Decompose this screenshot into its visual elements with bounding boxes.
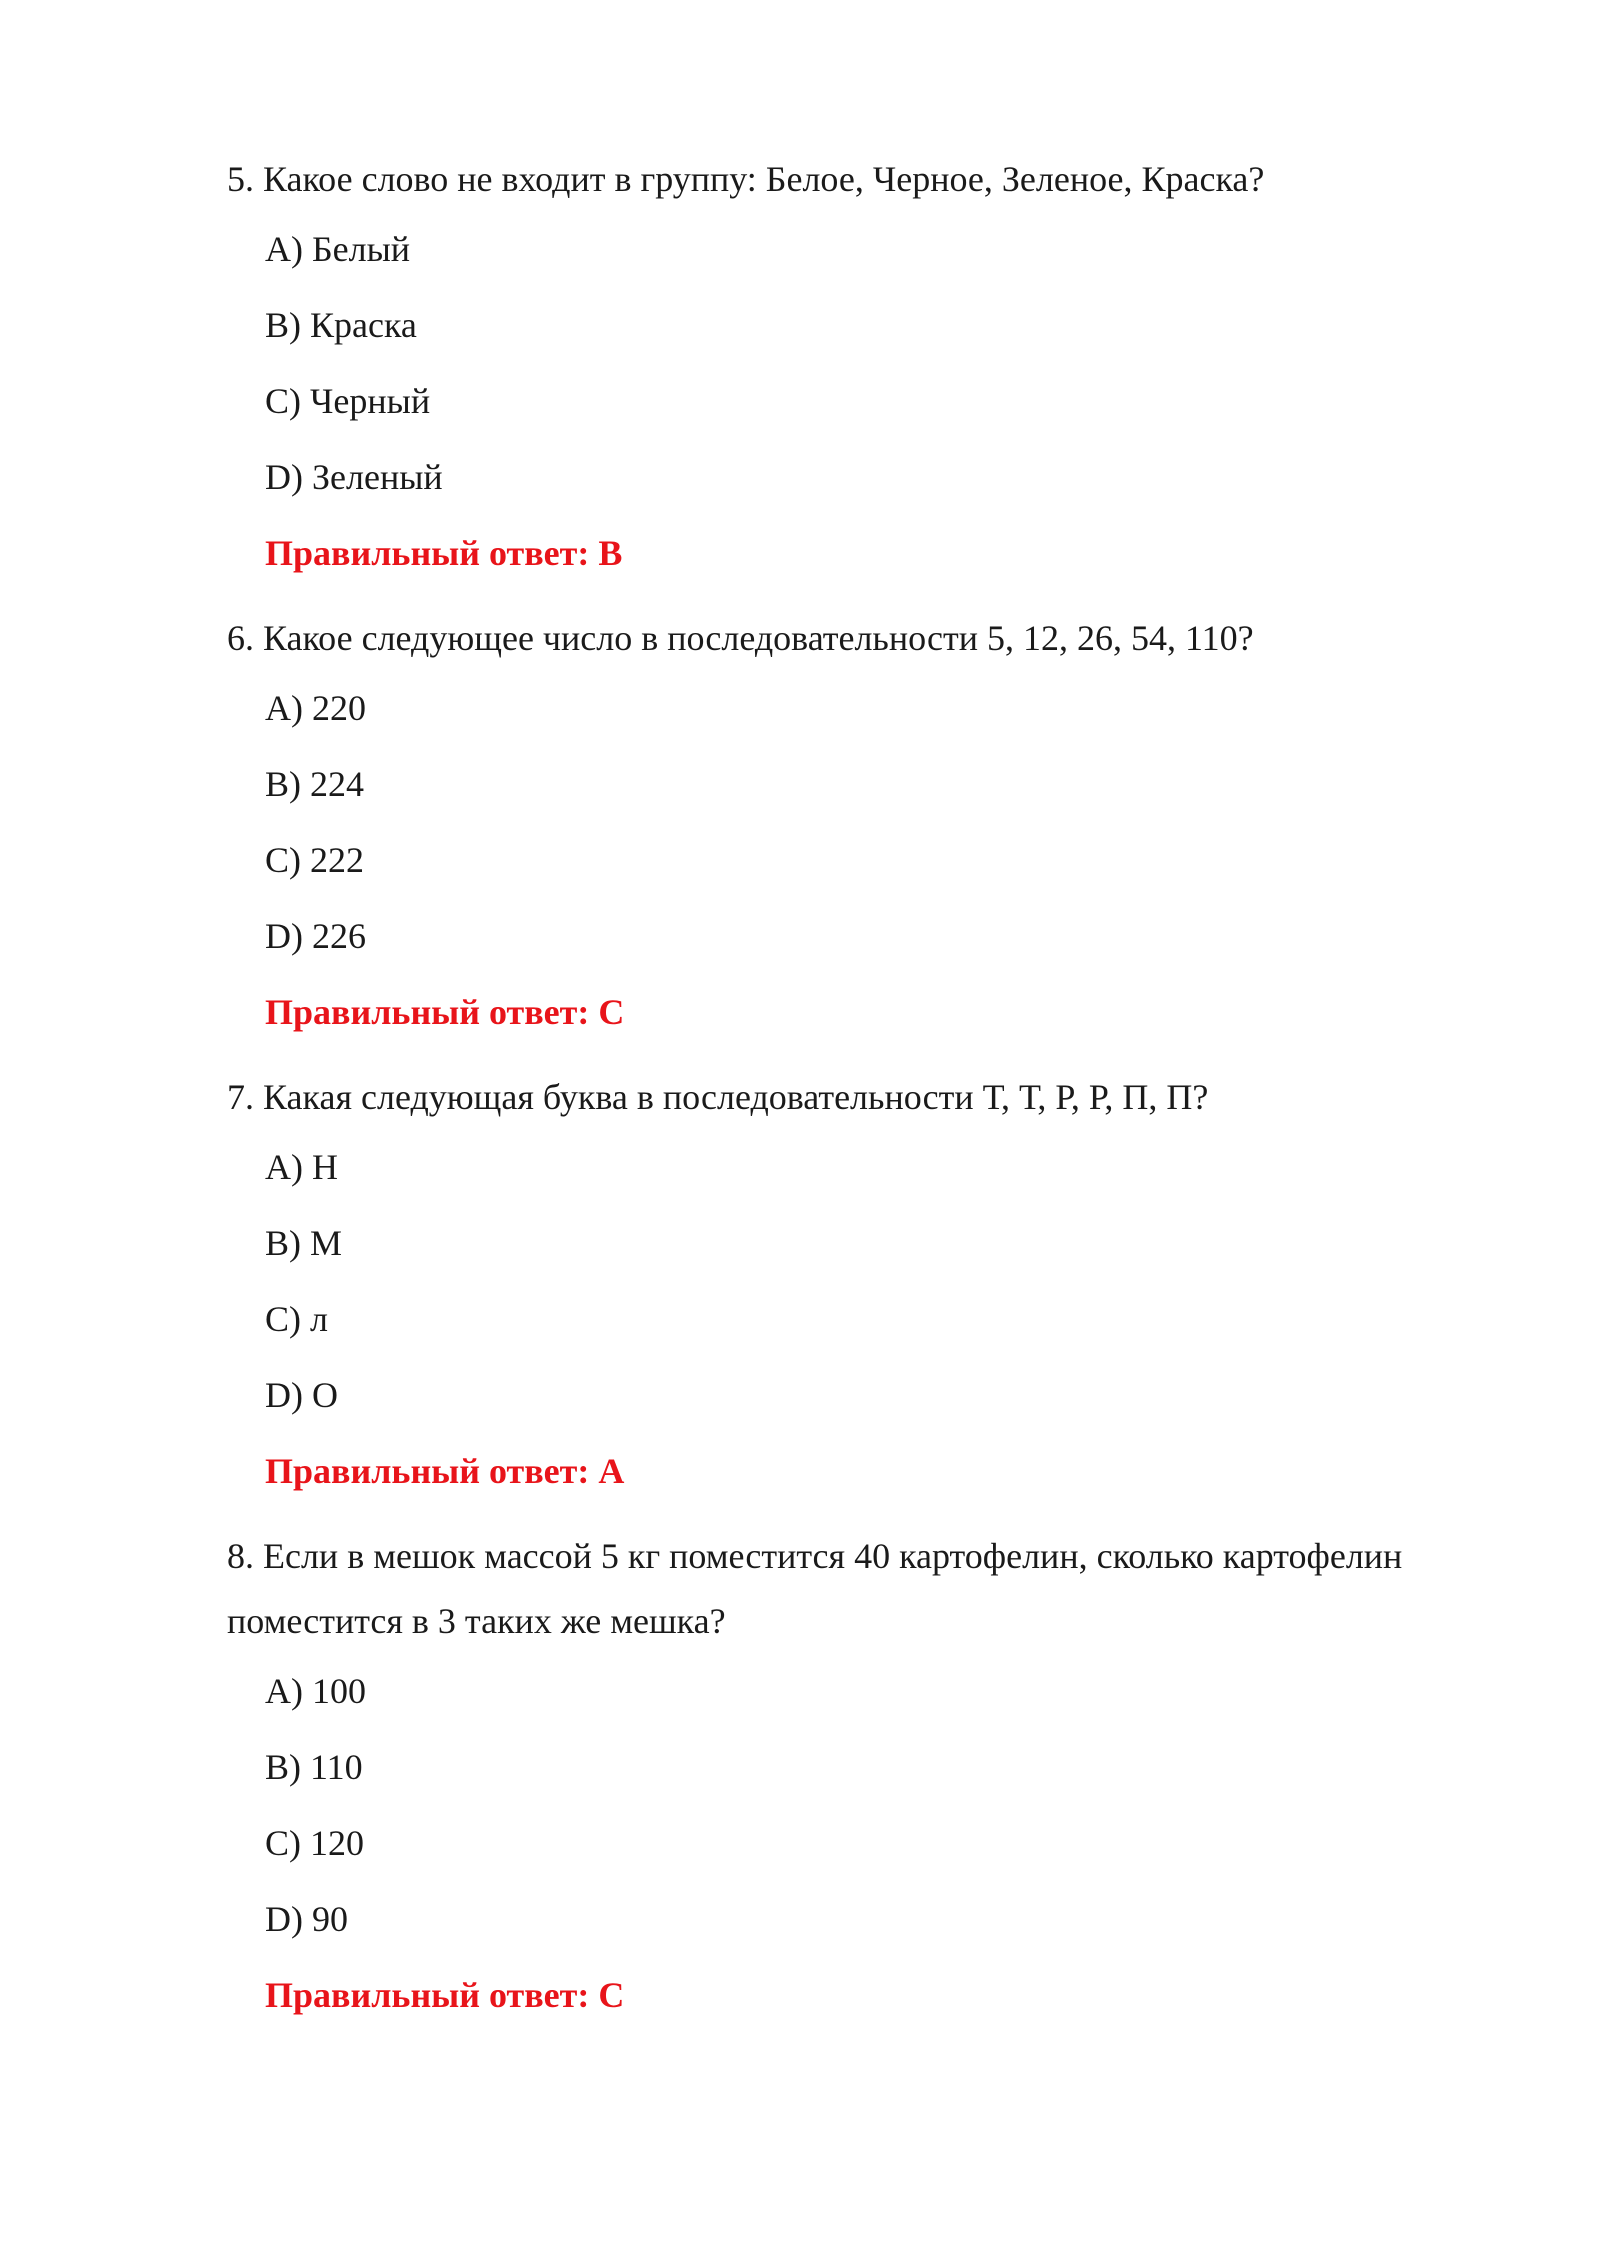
options-list	[265, 1669, 1600, 1941]
option-a: A) Н	[265, 1147, 338, 1187]
question-text: 6. Какое следующее число в последовательности 5, 12, 26, 54, 110?	[227, 618, 1254, 658]
option-b: B) 224	[265, 764, 364, 804]
question-text: 5. Какое слово не входит в группу: Белое, Черное, Зеленое, Краска?	[227, 159, 1265, 199]
options-list	[265, 686, 1600, 958]
option-a: A) Белый	[265, 229, 411, 269]
option-c: C) 222	[265, 840, 364, 880]
question-block-8	[227, 1524, 1600, 2017]
option-c: C) Черный	[265, 381, 431, 421]
option-d: D) Зеленый	[265, 457, 443, 497]
option-a: A) 100	[265, 1671, 366, 1711]
correct-answer: Правильный ответ: C	[265, 1975, 625, 2015]
option-b: B) Краска	[265, 305, 417, 345]
option-d: D) 226	[265, 916, 366, 956]
question-block-7	[227, 1065, 1600, 1493]
option-b: B) М	[265, 1223, 343, 1263]
question-block-6	[227, 606, 1600, 1034]
option-d: D) О	[265, 1375, 338, 1415]
correct-answer: Правильный ответ: C	[265, 992, 625, 1032]
options-list	[265, 1145, 1600, 1417]
options-list	[265, 227, 1600, 499]
correct-answer: Правильный ответ: B	[265, 533, 623, 573]
option-a: A) 220	[265, 688, 366, 728]
option-b: B) 110	[265, 1747, 363, 1787]
option-c: C) 120	[265, 1823, 364, 1863]
question-text: 8. Если в мешок массой 5 кг поместится 40 картофелин, сколько картофелин поместится в 3 таких же мешка?	[227, 1536, 1403, 1641]
correct-answer: Правильный ответ: A	[265, 1451, 625, 1491]
option-c: C) л	[265, 1299, 328, 1339]
option-d: D) 90	[265, 1899, 348, 1939]
question-block-5	[227, 147, 1600, 575]
question-text: 7. Какая следующая буква в последовательности Т, Т, Р, Р, П, П?	[227, 1077, 1209, 1117]
